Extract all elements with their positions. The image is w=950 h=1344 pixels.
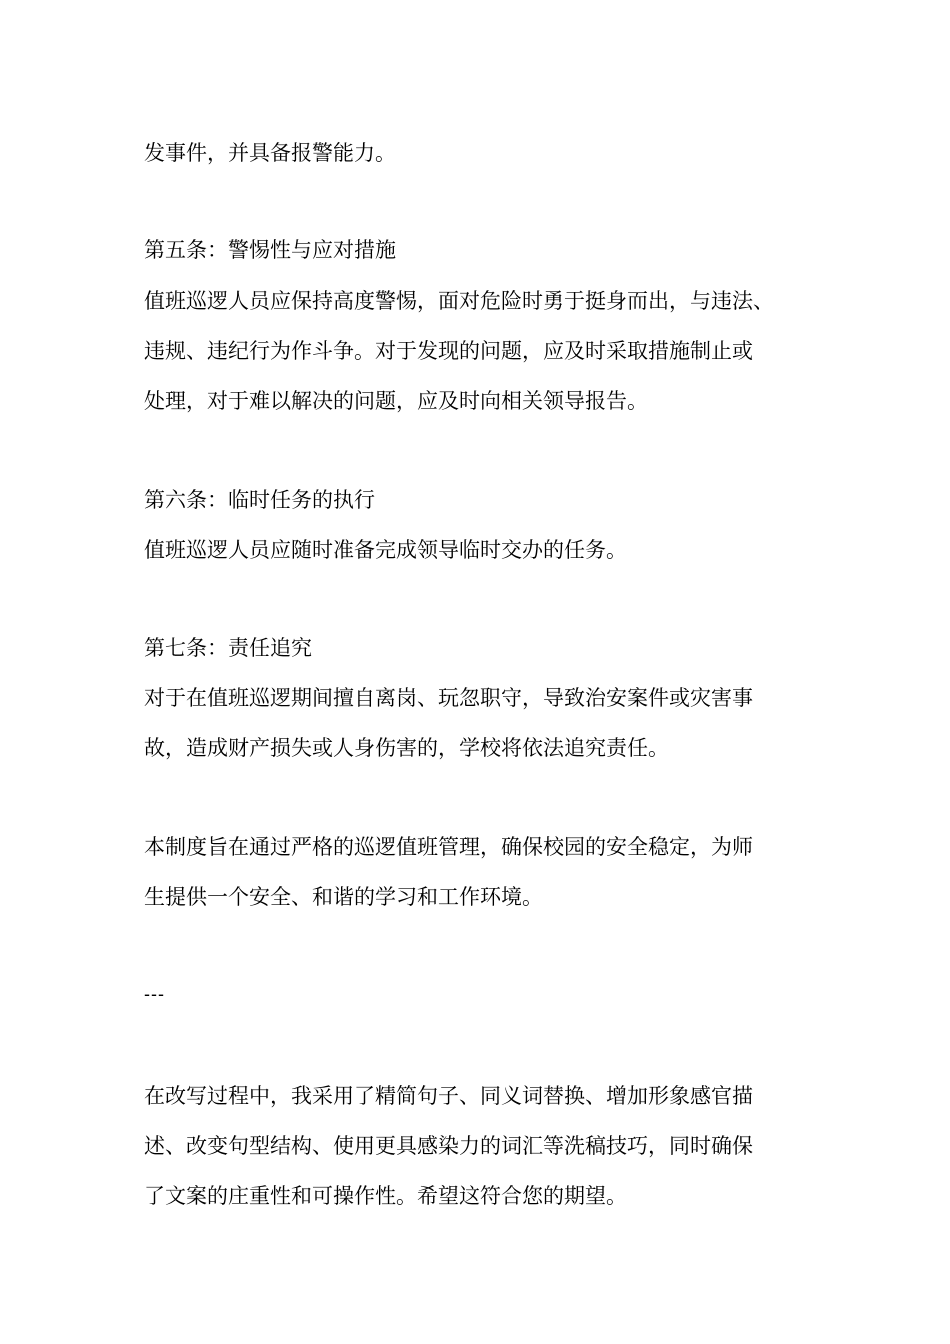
paragraph-line: 处理，对于难以解决的问题，应及时向相关领导报告。 xyxy=(144,389,648,413)
paragraph-line: 值班巡逻人员应保持高度警惕，面对危险时勇于挺身而出，与违法、 xyxy=(144,289,774,313)
separator-dashes: --- xyxy=(144,984,165,1004)
paragraph-line: 故，造成财产损失或人身伤害的，学校将依法追究责任。 xyxy=(144,736,669,760)
paragraph-line: 发事件，并具备报警能力。 xyxy=(144,141,396,165)
paragraph-line: 本制度旨在通过严格的巡逻值班管理，确保校园的安全稳定，为师 xyxy=(144,835,753,859)
paragraph-line: 述、改变句型结构、使用更具感染力的词汇等洗稿技巧，同时确保 xyxy=(144,1134,753,1158)
paragraph-line: 在改写过程中，我采用了精简句子、同义词替换、增加形象感官描 xyxy=(144,1084,753,1108)
section-heading-5: 第五条：警惕性与应对措施 xyxy=(144,238,396,262)
paragraph-line: 了文案的庄重性和可操作性。希望这符合您的期望。 xyxy=(144,1184,627,1208)
paragraph-line: 违规、违纪行为作斗争。对于发现的问题，应及时采取措施制止或 xyxy=(144,339,753,363)
paragraph-line: 对于在值班巡逻期间擅自离岗、玩忽职守，导致治安案件或灾害事 xyxy=(144,686,753,710)
paragraph-line: 生提供一个安全、和谐的学习和工作环境。 xyxy=(144,885,543,909)
section-heading-6: 第六条：临时任务的执行 xyxy=(144,488,375,512)
section-heading-7: 第七条：责任追究 xyxy=(144,636,312,660)
paragraph-line: 值班巡逻人员应随时准备完成领导临时交办的任务。 xyxy=(144,538,627,562)
